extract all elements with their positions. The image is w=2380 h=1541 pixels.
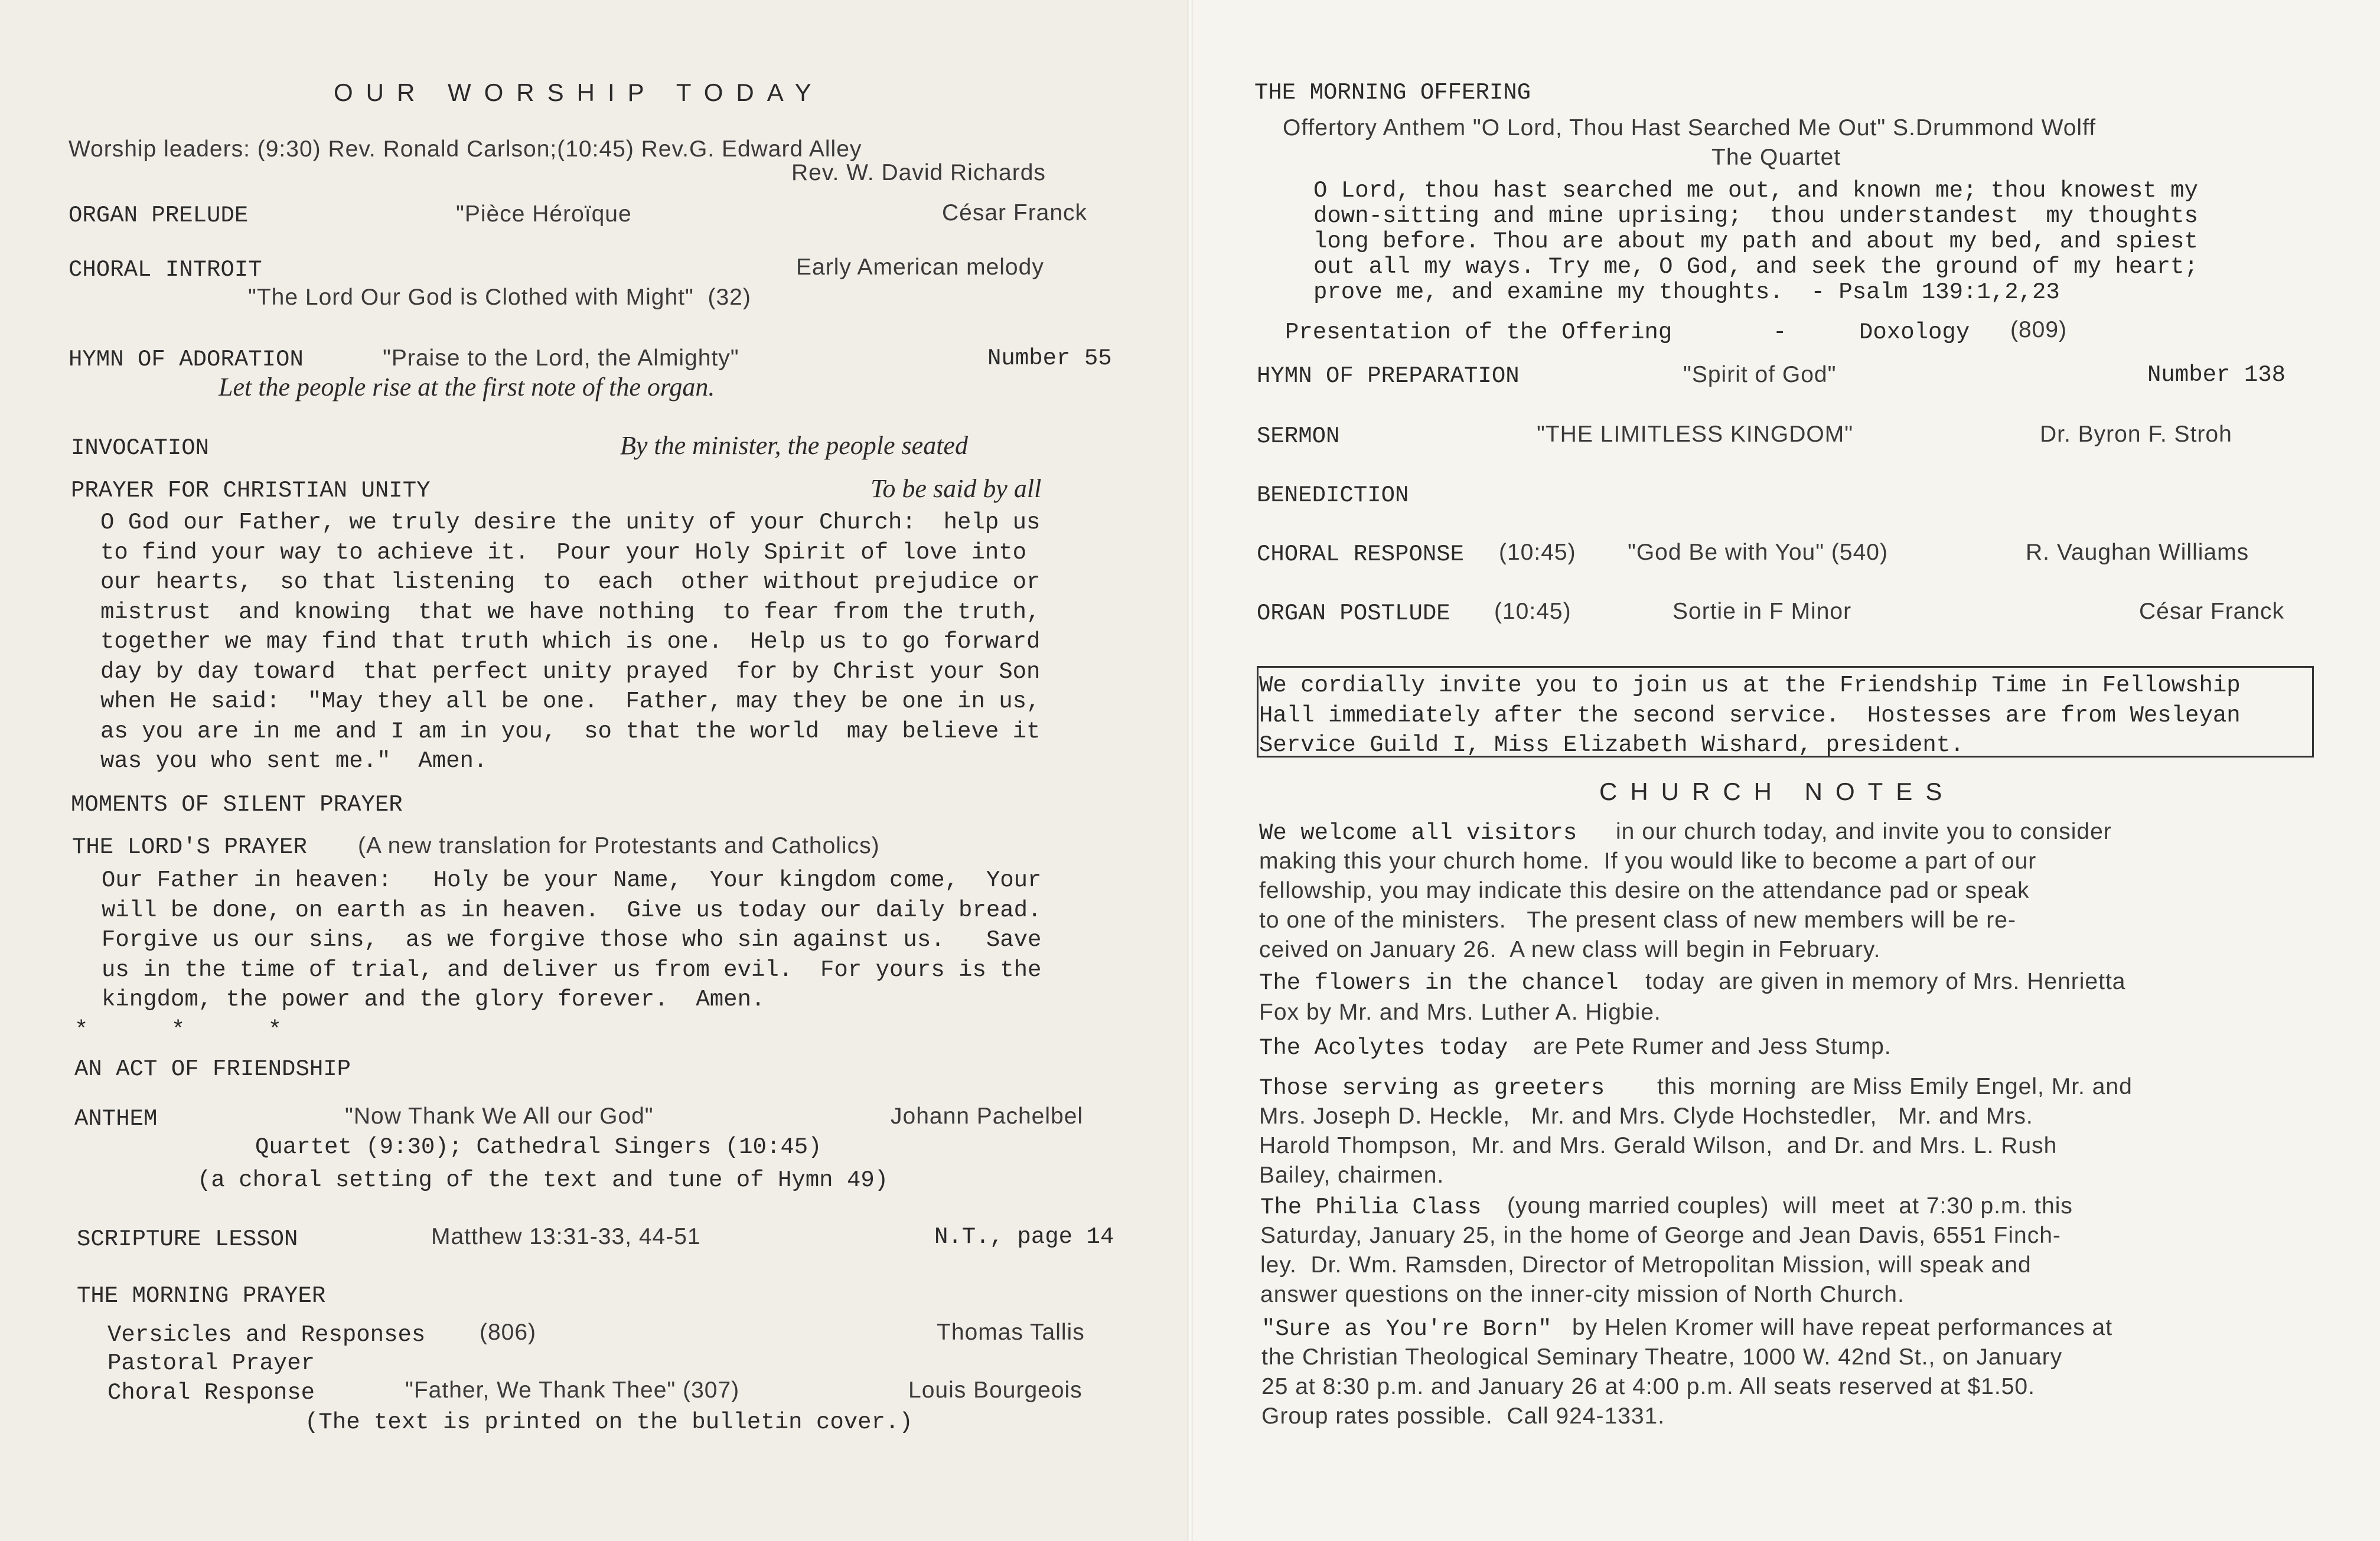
lords-line: will be done, on earth as in heaven. Give us today our daily bread. <box>102 897 1042 923</box>
psalm-line: long before. Thou are about my path and about my bed, and spiest <box>1313 228 2198 254</box>
choral-response-closing-title: "God Be with You" (540) <box>1628 540 1888 565</box>
lords-prayer-label: THE LORD'S PRAYER <box>72 834 307 860</box>
presentation-dash: - <box>1773 319 1787 345</box>
doxology-number: (809) <box>2010 317 2068 342</box>
lords-line: Forgive us our sins, as we forgive those who sin against us. Save <box>102 927 1042 953</box>
sermon-preacher: Dr. Byron F. Stroh <box>2040 422 2232 447</box>
unity-line: O God our Father, we truly desire the unity of your Church: help us <box>100 510 1041 536</box>
philia-text: answer questions on the inner-city mission of North Church. <box>1260 1282 1905 1307</box>
born-lead: "Sure as You're Born" <box>1261 1316 1552 1342</box>
greeters-text: this morning are Miss Emily Engel, Mr. and <box>1657 1074 2133 1099</box>
unity-line: to find your way to achieve it. Pour your Holy Spirit of love into <box>100 539 1027 566</box>
worship-leaders-cont: Rev. W. David Richards <box>791 160 1046 185</box>
preparation-title: "Spirit of God" <box>1683 362 1837 387</box>
morning-prayer-label: THE MORNING PRAYER <box>77 1283 326 1309</box>
versicles-number: (806) <box>480 1320 537 1345</box>
psalm-text <box>1313 178 2263 305</box>
preparation-number: Number 138 <box>2147 362 2286 388</box>
invocation-label: INVOCATION <box>71 435 210 461</box>
invite-line: We cordially invite you to join us at the Friendship Time in Fellowship <box>1259 672 2241 698</box>
lords-line: kingdom, the power and the glory forever. Amen. <box>102 987 765 1013</box>
choral-response-morning: Choral Response <box>107 1380 315 1406</box>
friendship-label: AN ACT OF FRIENDSHIP <box>74 1056 351 1082</box>
philia-lead: The Philia Class <box>1260 1194 1482 1220</box>
silent-prayer-label: MOMENTS OF SILENT PRAYER <box>71 792 403 818</box>
hymn-title: "Praise to the Lord, the Almighty" <box>383 345 739 371</box>
anthem-note: (a choral setting of the text and tune of Hymn 49) <box>197 1167 889 1193</box>
unity-note: To be said by all <box>871 474 1042 503</box>
unity-label: PRAYER FOR CHRISTIAN UNITY <box>71 478 431 504</box>
scripture-label: SCRIPTURE LESSON <box>77 1226 298 1252</box>
prelude-title: "Pièce Héroïque <box>456 201 632 227</box>
unity-line: day by day toward that perfect unity prayed for by Christ your Son <box>100 658 1041 685</box>
asterisk-divider: * * * <box>74 1017 282 1043</box>
born-text: Group rates possible. Call 924-1331. <box>1261 1403 1665 1429</box>
philia-text: Saturday, January 25, in the home of George and Jean Davis, 6551 Finch- <box>1260 1223 2061 1248</box>
anthem-singers: Quartet (9:30); Cathedral Singers (10:45) <box>255 1134 822 1160</box>
flowers-lead: The flowers in the chancel <box>1259 970 1619 996</box>
unity-line: was you who sent me." Amen. <box>100 748 488 774</box>
anthem-label: ANTHEM <box>74 1106 158 1132</box>
cover-note: (The text is printed on the bulletin cover.) <box>305 1409 913 1435</box>
greeters-text: Harold Thompson, Mr. and Mrs. Gerald Wilson, and Dr. and Mrs. L. Rush <box>1259 1133 2058 1158</box>
acolytes-lead: The Acolytes today <box>1259 1035 1508 1061</box>
unity-prayer <box>100 508 1111 776</box>
psalm-line: out all my ways. Try me, O God, and seek the ground of my heart; <box>1313 254 2198 280</box>
flowers-text: today are given in memory of Mrs. Henrietta <box>1645 969 2126 994</box>
introit-title: "The Lord Our God is Clothed with Might" (32) <box>248 285 751 310</box>
visitors-lead: We welcome all visitors <box>1259 820 1577 846</box>
philia-text: ley. Dr. Wm. Ramsden, Director of Metropolitan Mission, will speak and <box>1260 1252 2032 1278</box>
scripture-page: N.T., page 14 <box>934 1224 1114 1250</box>
unity-line: mistrust and knowing that we have nothing to fear from the truth, <box>100 599 1041 625</box>
prelude-composer: César Franck <box>942 200 1088 226</box>
introit-source: Early American melody <box>796 254 1044 280</box>
anthem-composer: Johann Pachelbel <box>891 1103 1084 1129</box>
offering-label: THE MORNING OFFERING <box>1254 80 1531 106</box>
born-text: by Helen Kromer will have repeat performances at <box>1572 1315 2113 1340</box>
flowers-text: Fox by Mr. and Mrs. Luther A. Higbie. <box>1259 1000 1661 1025</box>
page-title: OUR WORSHIP TODAY <box>334 79 824 106</box>
hymn-number: Number 55 <box>987 345 1112 371</box>
scripture-reference: Matthew 13:31-33, 44-51 <box>431 1224 701 1249</box>
unity-line: as you are in me and I am in you, so that the world may believe it <box>100 718 1041 745</box>
psalm-line: down-sitting and mine uprising; thou understandest my thoughts <box>1313 203 2198 229</box>
visitors-text: in our church today, and invite you to consider <box>1616 819 2112 844</box>
benediction-label: BENEDICTION <box>1257 482 1409 508</box>
lords-line: us in the time of trial, and deliver us from evil. For yours is the <box>102 956 1042 983</box>
choral-response-closing-composer: R. Vaughan Williams <box>2026 540 2249 565</box>
postlude-composer: César Franck <box>2139 599 2285 624</box>
unity-line: when He said: "May they all be one. Father, may they be one in us, <box>100 688 1041 714</box>
philia-text: (young married couples) will meet at 7:30 p.m. this <box>1507 1193 2073 1219</box>
invite-line: Hall immediately after the second service. Hostesses are from Wesleyan <box>1259 702 2241 729</box>
preparation-label: HYMN OF PREPARATION <box>1257 363 1520 389</box>
visitors-text: ceived on January 26. A new class will begin in February. <box>1259 937 1881 962</box>
unity-line: together we may find that truth which is one. Help us to go forward <box>100 629 1041 655</box>
sermon-title: "THE LIMITLESS KINGDOM" <box>1537 422 1854 447</box>
choral-response-composer: Louis Bourgeois <box>908 1377 1083 1403</box>
sermon-label: SERMON <box>1257 423 1340 449</box>
born-text: 25 at 8:30 p.m. and January 26 at 4:00 p.m. All seats reserved at $1.50. <box>1261 1374 2035 1399</box>
friendship-invite <box>1259 671 2313 760</box>
presentation-offering: Presentation of the Offering <box>1285 319 1672 345</box>
choral-response-label: CHORAL RESPONSE <box>1257 541 1465 567</box>
visitors-text: making this your church home. If you would like to become a part of our <box>1259 848 2037 874</box>
prelude-label: ORGAN PRELUDE <box>69 203 249 228</box>
worship-leaders: Worship leaders: (9:30) Rev. Ronald Carlson;(10:45) Rev.G. Edward Alley <box>69 136 862 162</box>
invite-line: Service Guild I, Miss Elizabeth Wishard, president. <box>1259 732 1964 758</box>
lords-prayer <box>102 866 1113 1015</box>
offertory-performers: The Quartet <box>1711 145 1841 170</box>
versicles: Versicles and Responses <box>107 1322 426 1348</box>
lords-line: Our Father in heaven: Holy be your Name, Your kingdom come, Your <box>102 867 1042 893</box>
greeters-text: Mrs. Joseph D. Heckle, Mr. and Mrs. Clyde Hochstedler, Mr. and Mrs. <box>1259 1103 2033 1129</box>
doxology: Doxology <box>1859 319 1970 345</box>
psalm-line: O Lord, thou hast searched me out, and known me; thou knowest my <box>1313 178 2198 204</box>
offertory-anthem: Offertory Anthem "O Lord, Thou Hast Searched Me Out" S.Drummond Wolff <box>1283 115 2097 141</box>
visitors-text: to one of the ministers. The present class of new members will be re- <box>1259 907 2016 933</box>
postlude-label: ORGAN POSTLUDE <box>1257 600 1450 626</box>
choral-response-time: (10:45) <box>1499 540 1576 565</box>
born-text: the Christian Theological Seminary Theatre, 1000 W. 42nd St., on January <box>1261 1344 2063 1370</box>
versicles-composer: Thomas Tallis <box>937 1320 1085 1345</box>
visitors-text: fellowship, you may indicate this desire on the attendance pad or speak <box>1259 878 2030 903</box>
pastoral-prayer: Pastoral Prayer <box>107 1350 315 1376</box>
hymn-instruction: Let the people rise at the first note of the organ. <box>219 373 715 401</box>
hymn-label: HYMN OF ADORATION <box>69 347 304 373</box>
greeters-text: Bailey, chairmen. <box>1259 1163 1445 1188</box>
choral-response-title: "Father, We Thank Thee" (307) <box>405 1377 740 1403</box>
psalm-line: prove me, and examine my thoughts. - Psalm 139:1,2,23 <box>1313 279 2060 305</box>
anthem-title: "Now Thank We All our God" <box>345 1103 654 1129</box>
greeters-lead: Those serving as greeters <box>1259 1075 1605 1101</box>
unity-line: our hearts, so that listening to each other without prejudice or <box>100 569 1041 595</box>
lords-prayer-note: (A new translation for Protestants and Catholics) <box>358 833 880 858</box>
page-fold <box>1187 0 1193 1541</box>
introit-label: CHORAL INTROIT <box>69 257 262 283</box>
invocation-note: By the minister, the people seated <box>620 431 968 460</box>
postlude-title: Sortie in F Minor <box>1672 599 1852 624</box>
acolytes-text: are Pete Rumer and Jess Stump. <box>1533 1034 1892 1059</box>
church-notes-title: CHURCH NOTES <box>1599 778 1955 805</box>
postlude-time: (10:45) <box>1494 599 1572 624</box>
